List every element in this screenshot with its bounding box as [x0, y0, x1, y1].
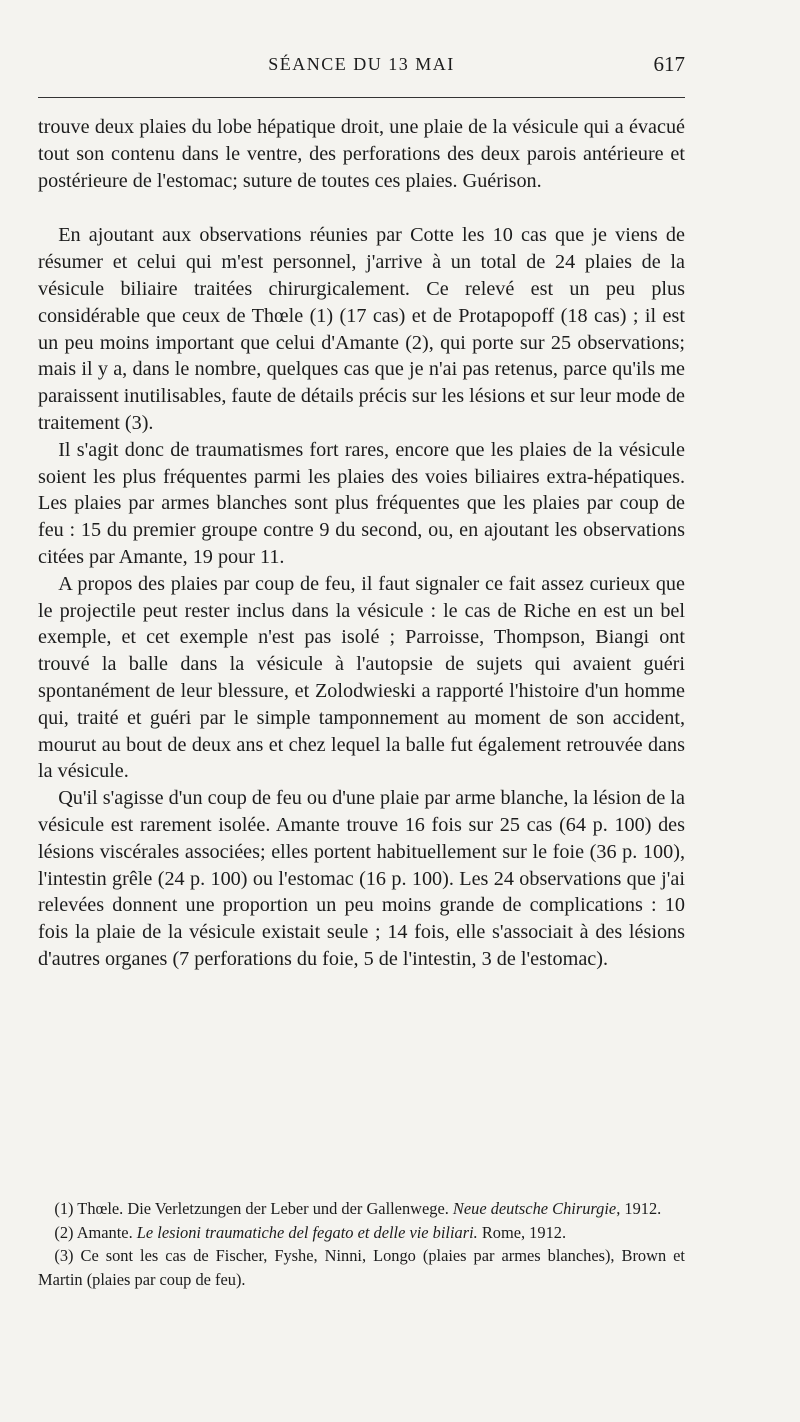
footnote-text: (2) Amante. [54, 1222, 137, 1242]
footnote-italic: Le lesioni traumatiche del fegato et delle vie biliari. [136, 1222, 478, 1242]
footnote-italic: Neue deutsche Chirurgie [452, 1199, 617, 1218]
paragraph: A propos des plaies par coup de feu, il faut signaler ce fait assez curieux que le projectile peut rester inclus dans la vésicule : le cas de Riche en est un bel exemple, et cet exemple n'est pas isolé ; Parroisse, Thompson, Biangi ont trouvé la balle dans la vésicule à l'autopsie de sujets qui avaient guéri spontanément de leur blessure, et Zolodwieski a rapporté l'histoire d'un homme qui, traité et guéri par le simple tamponnement au moment de son accident, mourut au bout de deux ans et chez lequel la balle fut également retrouvée dans la vésicule. [38, 572, 685, 783]
page-number: 617 [653, 52, 685, 76]
footnote-text: (3) Ce sont les cas de Fischer, Fyshe, Ninni, Longo (plaies par armes blanches), Brown et Martin (plaies par coup de feu). [38, 1246, 685, 1289]
footnote [38, 1197, 685, 1221]
footnote-text: Rome, 1912. [477, 1222, 567, 1242]
footnote [38, 1221, 685, 1245]
footnotes [38, 1197, 685, 1291]
footnote [38, 1244, 685, 1291]
paragraph: En ajoutant aux observations réunies par Cotte les 10 cas que je viens de résumer et celui qui m'est personnel, j'arrive à un total de 24 plaies de la vésicule biliaire traitées chirurgicalement. Ce relevé est un peu plus considérable que ceux de Thœle (1) (17 cas) et de Protapopoff (18 cas) ; il est un peu moins important que celui d'Amante (2), qui porte sur 25 observations; mais il y a, dans le nombre, quelques cas que je n'ai pas retenus, parce qu'ils me paraissent inutilisables, faute de détails précis sur les lésions et sur leur mode de traitement (3). [38, 224, 685, 434]
running-title: SÉANCE DU 13 MAI [268, 54, 455, 74]
footnote-text: , 1912. [616, 1199, 662, 1218]
paragraph-continuation: trouve deux plaies du lobe hépatique droit, une plaie de la vésicule qui a évacué tout son contenu dans le ventre, des perforations des deux parois antérieure et postérieure de l'estomac; suture de toutes ces plaies. Guérison. [38, 116, 685, 192]
paragraph: Il s'agit donc de traumatismes fort rares, encore que les plaies de la vésicule soient les plus fréquentes parmi les plaies des voies biliaires extra-hépatiques. Les plaies par armes blanches sont plus fréquentes que les plaies par coup de feu : 15 du premier groupe contre 9 du second, ou, en ajoutant les observations citées par Amante, 19 pour 11. [38, 438, 685, 568]
footnote-text: (1) Thœle. Die Verletzungen der Leber und der Gallenwege. [54, 1199, 453, 1218]
header-rule [38, 97, 685, 98]
body-text [38, 114, 685, 973]
paragraph: Qu'il s'agisse d'un coup de feu ou d'une plaie par arme blanche, la lésion de la vésicule est rarement isolée. Amante trouve 16 fois sur 25 cas (64 p. 100) des lésions viscérales associées; elles portent habituellement sur le foie (36 p. 100), l'intestin grêle (24 p. 100) ou l'estomac (16 p. 100). Les 24 observations que j'ai relevées donnent une proportion un peu moins grande de complications : 10 fois la plaie de la vésicule existait seule ; 14 fois, elle s'associait à des lésions d'autres organes (7 perforations du foie, 5 de l'intestin, 3 de l'estomac). [38, 787, 685, 970]
page-header [38, 48, 685, 88]
